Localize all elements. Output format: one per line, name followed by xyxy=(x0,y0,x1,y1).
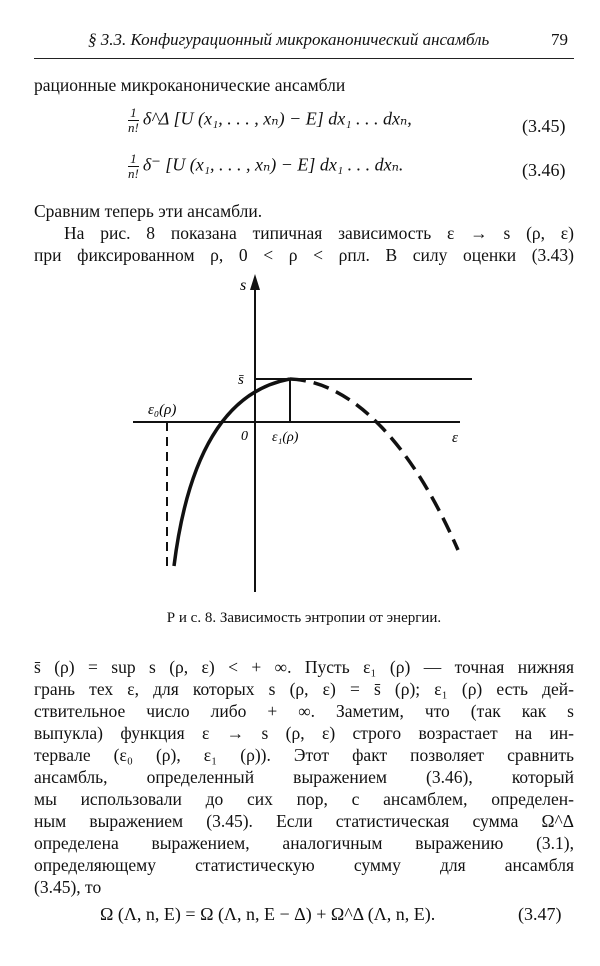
entropy-curve-solid xyxy=(174,379,290,566)
running-head xyxy=(88,30,568,50)
paragraph-line: (3.45), то xyxy=(34,877,102,897)
x-axis-label: ε xyxy=(452,430,458,446)
origin-label: 0 xyxy=(241,429,248,444)
eps1-label: ε₁(ρ) xyxy=(272,430,299,445)
y-axis-label: s xyxy=(240,277,247,294)
header-rule xyxy=(34,58,574,59)
page-number: 79 xyxy=(551,30,568,49)
paragraph-line: ансамбль, определенный выражением (3.46), который xyxy=(34,767,574,787)
s-bar-label: s̄ xyxy=(238,372,244,388)
y-axis-arrow xyxy=(250,274,260,290)
paragraph-line: Сравним теперь эти ансамбли. xyxy=(34,201,263,221)
paragraph-line: рационные микроканонические ансамбли xyxy=(34,75,346,95)
equation-number: (3.46) xyxy=(522,160,566,180)
eps0-label: ε₀(ρ) xyxy=(148,402,177,418)
paragraph-line: определена выражением, аналогичным выражению (3.1), xyxy=(34,833,574,853)
paragraph-line: тервале (ε₀ (ρ), ε₁ (ρ)). Этот факт позволяет сравнить xyxy=(34,745,574,765)
paragraph-line: при фиксированном ρ, 0 < ρ < ρпл. В силу оценки (3.43) xyxy=(34,245,574,265)
section-title: § 3.3. Конфигурационный микроканонический ансамбль xyxy=(88,30,490,49)
paragraph-line: грань тех ε, для которых s (ρ, ε) = s̄ (ρ); ε₁ (ρ) есть дей- xyxy=(34,679,574,699)
equation-3-47: Ω (Λ, n, E) = Ω (Λ, n, E − Δ) + Ω^Δ (Λ, n, E). xyxy=(100,904,436,924)
paragraph-line: ствительное число либо + ∞. Заметим, что (так как s xyxy=(34,701,574,721)
paragraph-line: s̄ (ρ) = sup s (ρ, ε) < + ∞. Пусть ε₁ (ρ) — точная нижняя xyxy=(34,657,574,677)
equation-3-45 xyxy=(128,106,412,135)
equation-body: δ^Δ [U (x₁, . . . , xₙ) − E] dx₁ . . . dxₙ, xyxy=(142,108,412,129)
equation-number: (3.45) xyxy=(522,116,566,136)
paragraph-line: На рис. 8 показана типичная зависимость ε → s (ρ, ε) xyxy=(64,223,574,243)
fraction: $\frac{1}{n!}$ xyxy=(128,151,139,181)
figure-caption: Р и с. 8. Зависимость энтропии от энергии. xyxy=(166,610,442,626)
equation-body: δ⁻ [U (x₁, . . . , xₙ) − E] dx₁ . . . dxₙ. xyxy=(142,154,404,175)
paragraph-line: ным выражением (3.45). Если статистическая сумма Ω^Δ xyxy=(34,811,574,831)
equation-3-46 xyxy=(128,152,403,181)
paragraph-line: определяющему статистическую сумму для ансамбля xyxy=(34,855,574,875)
paragraph-line: выпукла) функция ε → s (ρ, ε) строго возрастает на ин- xyxy=(34,723,574,743)
paragraph-line: мы использовали до сих пор, с ансамблем, определен- xyxy=(34,789,574,809)
entropy-curve-dashed xyxy=(290,379,458,550)
entropy-figure xyxy=(0,270,600,600)
equation-number: (3.47) xyxy=(518,904,562,924)
fraction: $\frac{1}{n!}$ xyxy=(128,105,139,135)
